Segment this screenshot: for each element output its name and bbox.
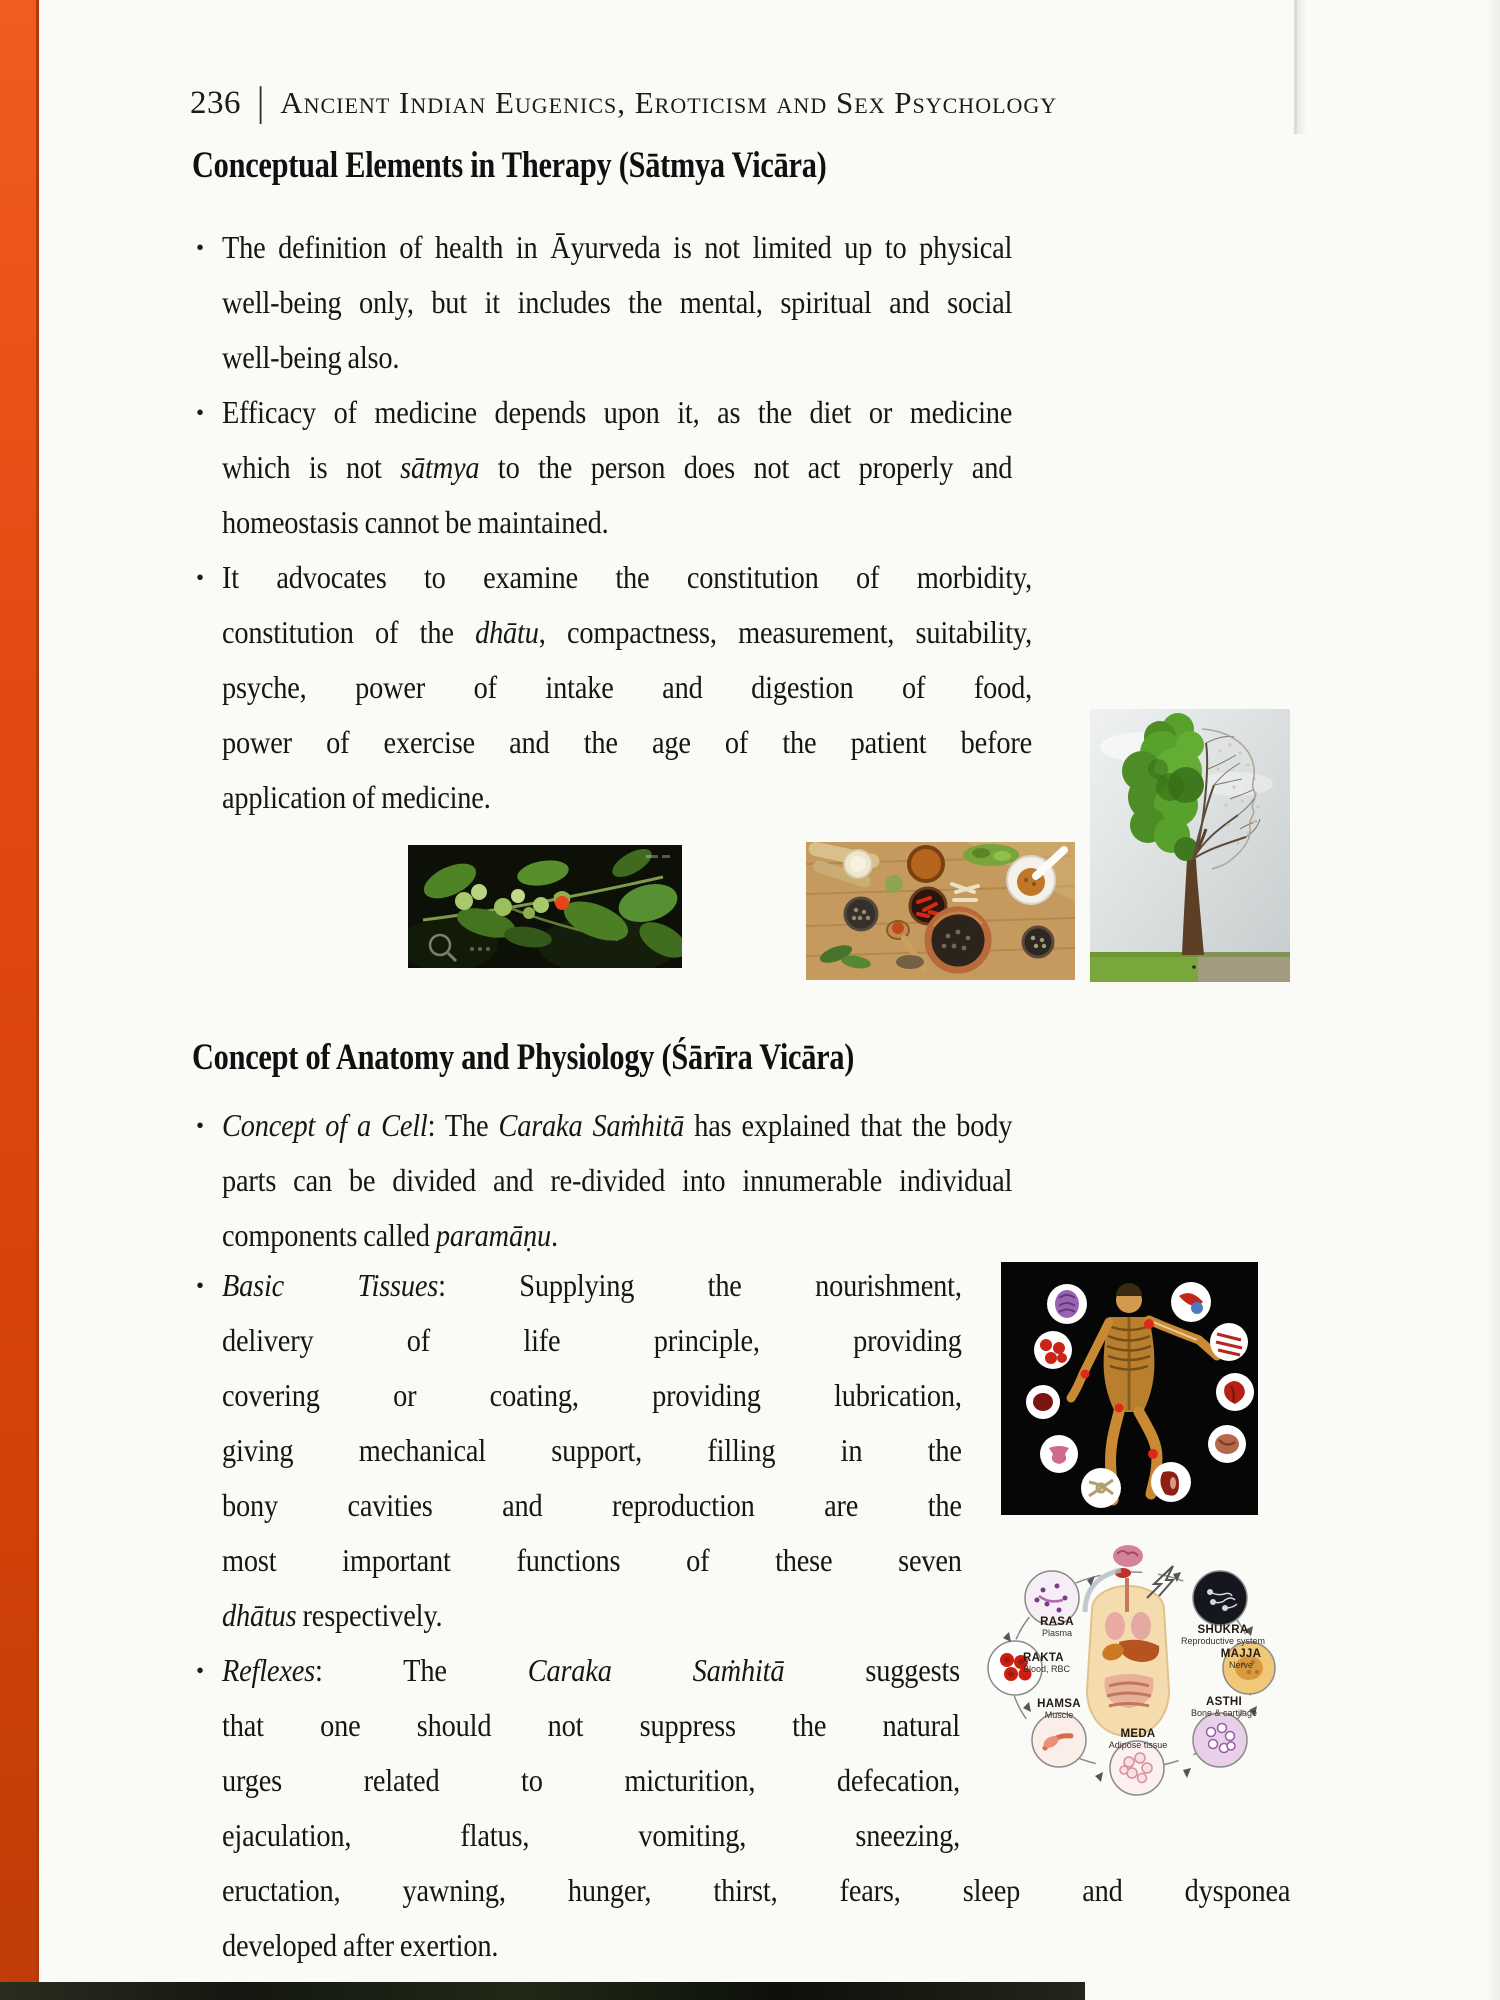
text-segment: The definition of health in Āyurveda is not limited up to physical <box>222 230 1013 265</box>
text-segment: eructation, yawning, hunger, thirst, fears, sleep and dysponea <box>222 1873 1291 1908</box>
text-line <box>222 275 1012 330</box>
text-line <box>222 1863 1290 1918</box>
italic-term: Basic Tissues <box>222 1268 439 1303</box>
italic-term: paramāṇu <box>435 1218 551 1253</box>
bullet-item <box>196 550 1122 825</box>
text-segment: homeostasis cannot be maintained. <box>222 505 609 540</box>
bullet-item <box>196 220 1100 385</box>
text-segment: suggests <box>784 1653 960 1688</box>
text-segment: , compactness, measurement, suitability, <box>538 615 1032 650</box>
dhatu-name: MAJJA <box>1220 1648 1262 1660</box>
text-segment: constitution of the <box>222 615 476 650</box>
text-line <box>222 1643 960 1698</box>
dhatu-label-majja <box>1209 1648 1273 1670</box>
herbs-spices-photo <box>806 842 1075 980</box>
bullet-text <box>222 385 1100 550</box>
text-segment: which is not <box>222 450 401 485</box>
text-segment: urges related to micturition, defecation, <box>222 1763 960 1798</box>
bullet-text <box>222 1258 1044 1643</box>
text-line <box>222 1478 962 1533</box>
text-segment: that one should not suppress the natural <box>222 1708 960 1743</box>
section-heading-therapy: Conceptual Elements in Therapy (Sātmya Vicāra) <box>192 145 827 186</box>
text-line <box>222 605 1032 660</box>
text-segment: . <box>550 1218 558 1253</box>
text-segment: components called <box>222 1218 436 1253</box>
header-divider: | <box>257 78 265 124</box>
dhatu-name: HAMSA <box>1037 1698 1081 1710</box>
text-segment: most important functions of these seven <box>222 1543 962 1578</box>
dhatu-desc: Nerve <box>1228 1660 1253 1670</box>
text-line <box>222 440 1012 495</box>
text-segment: to the person does not act properly and <box>479 450 1013 485</box>
bullet-marker: • <box>196 1113 205 1138</box>
dhatu-cycle-diagram <box>977 1540 1280 1803</box>
italic-term: dhātus <box>222 1598 297 1633</box>
bullet-marker: • <box>196 235 205 260</box>
italic-term: Caraka Saṁhitā <box>527 1653 785 1688</box>
text-line <box>222 1208 1012 1263</box>
book-cover-edge-strip <box>0 0 39 1986</box>
tree-head-profile-image <box>1090 709 1290 982</box>
text-line <box>222 385 1012 440</box>
text-segment: Efficacy of medicine depends upon it, as the diet or medicine <box>222 395 1013 430</box>
text-segment: developed after exertion. <box>222 1928 499 1963</box>
text-line <box>222 1698 960 1753</box>
text-segment: : The <box>315 1653 528 1688</box>
section-heading-anatomy: Concept of Anatomy and Physiology (Śārīra Vicāra) <box>192 1037 855 1078</box>
text-segment: well-being only, but it includes the mental, spiritual and social <box>222 285 1013 320</box>
dhatu-label-hamsa <box>1017 1698 1101 1720</box>
text-line <box>222 1098 1012 1153</box>
text-line <box>222 770 1032 825</box>
dhatu-label-rakta <box>1023 1652 1107 1674</box>
text-segment: covering or coating, providing lubrication, <box>222 1378 962 1413</box>
text-segment: psyche, power of intake and digestion of food, <box>222 670 1032 705</box>
text-segment: well-being also. <box>222 340 400 375</box>
bottom-shadow-band <box>0 1982 1085 2000</box>
text-line <box>222 1533 962 1588</box>
bullet-marker: • <box>196 1273 205 1298</box>
dhatu-label-asthi <box>1175 1696 1273 1718</box>
dhatu-name: MEDA <box>1120 1728 1156 1740</box>
dhatu-desc: Adipose tissue <box>1108 1740 1168 1750</box>
dhatu-label-shukra <box>1177 1624 1269 1646</box>
text-segment: has explained that the body <box>684 1108 1013 1143</box>
text-segment: : Supplying the nourishment, <box>438 1268 962 1303</box>
text-line <box>222 1918 1290 1973</box>
bullet-item <box>196 385 1100 550</box>
dhatu-desc: Reproductive system <box>1180 1636 1266 1646</box>
text-line <box>222 1368 962 1423</box>
bullet-marker: • <box>196 565 205 590</box>
dhatu-desc: Plasma <box>1041 1628 1072 1638</box>
page-edge-shade <box>1486 0 1500 2000</box>
italic-term: sātmya <box>400 450 480 485</box>
body-tissues-anatomy-image <box>1001 1262 1258 1515</box>
bullet-item <box>196 1258 1044 1643</box>
text-segment: giving mechanical support, filling in the <box>222 1433 962 1468</box>
ashwagandha-plant-photo <box>408 845 682 968</box>
dhatu-name: RAKTA <box>1023 1652 1064 1664</box>
text-line <box>222 550 1032 605</box>
page-crease-shadow <box>1297 0 1307 134</box>
text-line <box>222 330 1012 385</box>
text-line <box>222 495 1012 550</box>
text-line <box>222 1153 1012 1208</box>
text-line <box>222 1588 962 1643</box>
text-segment: delivery of life principle, providing <box>222 1323 962 1358</box>
bullet-marker: • <box>196 1658 205 1683</box>
text-line <box>222 220 1012 275</box>
page-crease-line <box>1294 0 1297 134</box>
dhatu-label-rasa <box>1019 1616 1095 1638</box>
dhatu-desc: Blood, RBC <box>1023 1664 1071 1674</box>
running-title: Ancient Indian Eugenics, Eroticism and Sex Psychology <box>280 85 1058 120</box>
bullet-text <box>222 220 1100 385</box>
dhatu-name: ASTHI <box>1206 1696 1242 1708</box>
text-segment: power of exercise and the age of the patient before <box>222 725 1032 760</box>
bullet-text <box>222 1098 1100 1263</box>
text-segment: ejaculation, flatus, vomiting, sneezing, <box>222 1818 960 1853</box>
text-segment: : The <box>427 1108 499 1143</box>
text-line <box>222 1808 960 1863</box>
text-segment: It advocates to examine the constitution of morbidity, <box>222 560 1032 595</box>
text-segment: application of medicine. <box>222 780 491 815</box>
page-number: 236 <box>190 85 241 121</box>
text-line <box>222 715 1032 770</box>
running-header <box>190 80 1057 122</box>
italic-term: Caraka Saṁhitā <box>498 1108 685 1143</box>
dhatu-label-meda <box>1095 1728 1181 1750</box>
text-segment: respectively. <box>296 1598 443 1633</box>
dhatu-desc: Muscle <box>1044 1710 1074 1720</box>
italic-term: dhātu <box>475 615 539 650</box>
dhatu-name: SHUKRA <box>1197 1624 1249 1636</box>
text-segment: bony cavities and reproduction are the <box>222 1488 962 1523</box>
text-line <box>222 660 1032 715</box>
text-line <box>222 1258 962 1313</box>
dhatu-desc: Bone & cartilage <box>1190 1708 1258 1718</box>
dhatu-name: RASA <box>1040 1616 1074 1628</box>
text-line <box>222 1753 960 1808</box>
text-segment: parts can be divided and re-divided into innumerable individual <box>222 1163 1013 1198</box>
italic-term: Concept of a Cell <box>222 1108 428 1143</box>
text-line <box>222 1313 962 1368</box>
bullet-marker: • <box>196 400 205 425</box>
text-line <box>222 1423 962 1478</box>
bullet-item <box>196 1098 1100 1263</box>
italic-term: Reflexes <box>222 1653 316 1688</box>
bullet-text <box>222 550 1122 825</box>
